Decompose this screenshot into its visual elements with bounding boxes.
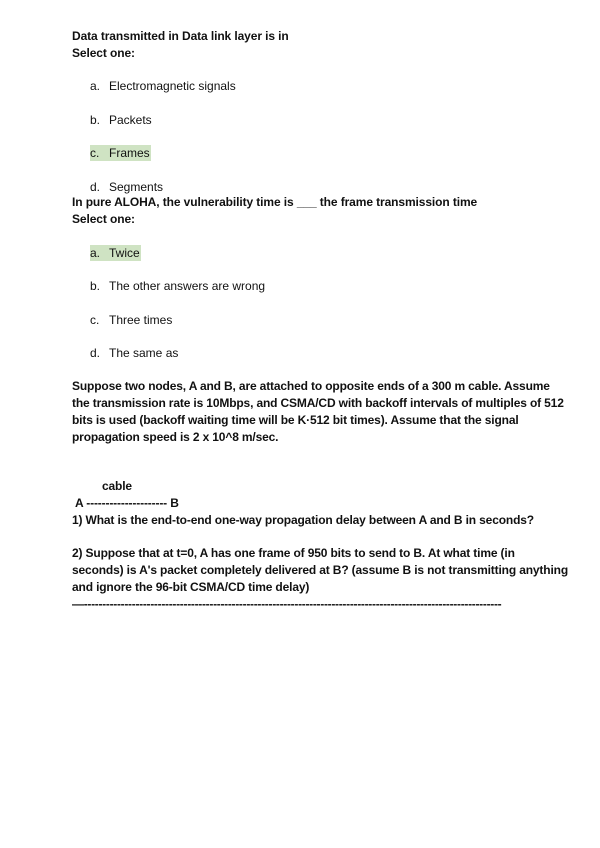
q1-option-c-selected[interactable] [90, 145, 151, 161]
option-text: The other answers are wrong [109, 279, 266, 293]
question-1-select-one: Select one: [72, 46, 135, 60]
option-letter: b. [90, 113, 101, 127]
option-letter: a. [90, 79, 101, 93]
q2-option-b[interactable] [90, 278, 265, 294]
option-text: The same as [109, 346, 179, 360]
option-text: Packets [109, 113, 152, 127]
option-text: Electromagnetic signals [109, 79, 236, 93]
question-2-title: In pure ALOHA, the vulnerability time is ___ the frame transmission time [72, 195, 478, 209]
option-text: Three times [109, 313, 173, 327]
option-text: Segments [109, 180, 164, 194]
cable-diagram: A --------------------- B [75, 496, 179, 510]
question-3-part-2: 2) Suppose that at t=0, A has one frame of 950 bits to send to B. At what time (in seconds) is A's packet completely delivered at B? (assume B is not transmitting anything and ignore the 96-bit CSMA/CD time delay) [72, 546, 569, 594]
q2-option-d[interactable] [90, 345, 178, 361]
option-letter: d. [90, 346, 101, 360]
question-1 [72, 28, 289, 62]
option-text: Twice [109, 246, 140, 260]
question-1-title: Data transmitted in Data link layer is in [72, 29, 289, 43]
option-letter: b. [90, 279, 101, 293]
separator-line: —----------------------------------------------------------------------------------------------------------------- [72, 597, 502, 611]
option-letter: c. [90, 146, 100, 160]
option-letter: c. [90, 313, 100, 327]
question-2 [72, 194, 477, 228]
question-2-select-one: Select one: [72, 212, 135, 226]
q2-option-a-selected[interactable] [90, 245, 141, 261]
q1-option-d[interactable] [90, 179, 163, 195]
question-3-part-1: 1) What is the end-to-end one-way propagation delay between A and B in seconds? [72, 513, 534, 527]
q1-option-b[interactable] [90, 112, 152, 128]
q2-option-c[interactable] [90, 312, 172, 328]
question-3-intro: Suppose two nodes, A and B, are attached to opposite ends of a 300 m cable. Assume the transmission rate is 10Mbps, and CSMA/CD with backoff intervals of multiples of 512 bits is used (backoff waiting time will be K·512 bit times). Assume that the signal propagation speed is 2 x 10^8 m/sec. [72, 379, 564, 444]
option-text: Frames [109, 146, 150, 160]
q1-option-a[interactable] [90, 78, 236, 94]
option-letter: d. [90, 180, 101, 194]
option-letter: a. [90, 246, 101, 260]
cable-label: cable [102, 479, 132, 493]
